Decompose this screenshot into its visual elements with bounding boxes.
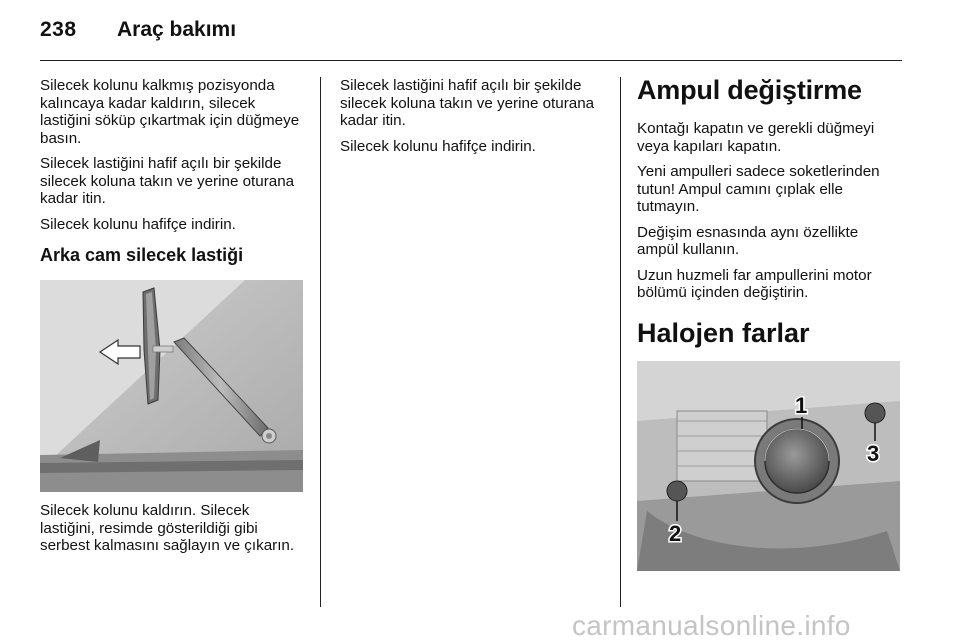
paragraph: Silecek kolunu kalkmış pozisyonda kalıncaya kadar kaldırın, silecek lastiğini söküp çıkartmak için düğmeye basın. [40,77,300,147]
section-heading: Ampul değiştirme [637,75,862,105]
paragraph: Kontağı kapatın ve gerekli düğmeyi veya kapıları kapatın. [637,120,875,155]
halogen-headlamp-illustration [637,361,900,571]
column-1 [40,77,306,563]
paragraph: Silecek lastiğini hafif açılı bir şekilde silecek koluna takın ve yerine oturana kadar itin. [340,77,595,129]
column-divider-2 [620,77,621,607]
footer-watermark: carmanualsonline.info [572,610,851,641]
paragraph: Yeni ampulleri sadece soketlerinden tutun! Ampul camını çıplak elle tutmayın. [637,163,880,215]
paragraph: Silecek kolunu hafifçe indirin. [340,137,536,155]
callout-2: 2 [669,520,682,546]
header-divider [40,60,902,61]
paragraph: Silecek kolunu kaldırın. Silecek lastiğini, resimde gösterildiği gibi serbest kalmasını sağlayın ve çıkarın. [40,502,295,554]
page-number: 238 [40,18,77,41]
column-2 [340,77,606,163]
rear-wiper-illustration [40,280,303,492]
column-divider-1 [320,77,321,607]
callout-3: 3 [867,440,880,466]
chapter-title: Araç bakımı [117,18,237,41]
column-3 [637,77,903,581]
section-heading: Halojen farlar [637,317,810,348]
section-subheading: Arka cam silecek lastiği [40,245,244,265]
callout-1: 1 [795,392,808,418]
paragraph: Değişim esnasında aynı özellikte ampül kullanın. [637,223,859,258]
paragraph: Uzun huzmeli far ampullerini motor bölümü içinden değiştirin. [637,266,872,301]
paragraph: Silecek lastiğini hafif açılı bir şekilde silecek koluna takın ve yerine oturana kadar itin. [40,155,295,207]
paragraph: Silecek kolunu hafifçe indirin. [40,215,236,233]
